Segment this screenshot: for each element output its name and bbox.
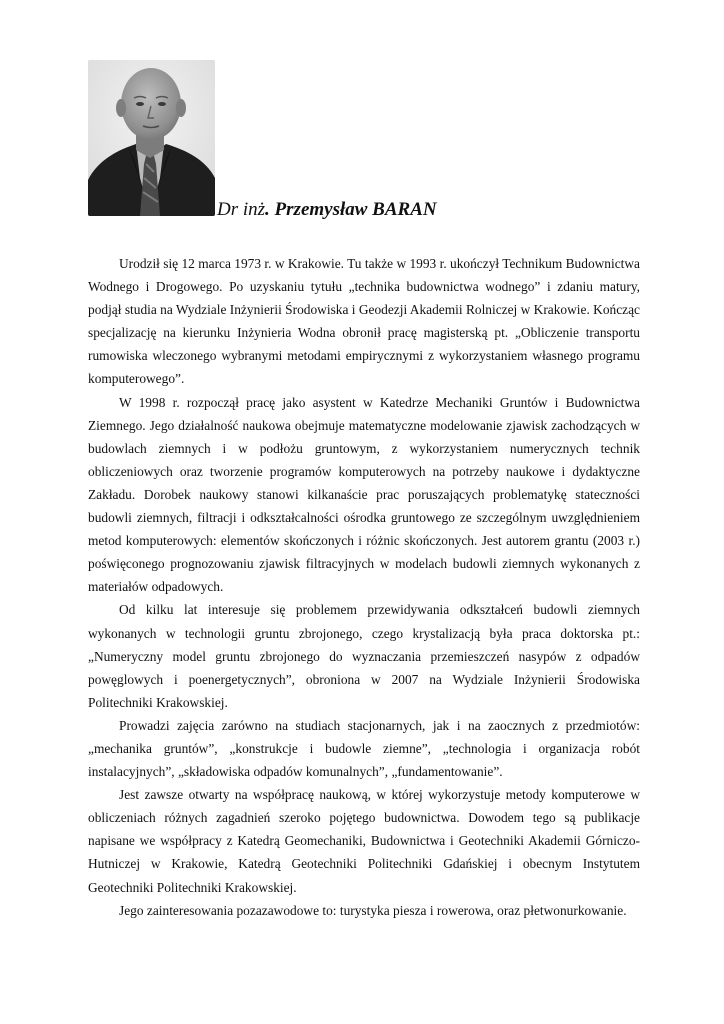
bio-paragraph: Urodził się 12 marca 1973 r. w Krakowie. Tu także w 1993 r. ukończył Technikum Budownictwa Wodnego i Drogowego. Po uzyskaniu tytułu „technika budownictwa wodnego” i zdaniu matury, podjął studia na Wydziale Inżynierii Środowiska i Geodezji Akademii Rolniczej w Krakowie. Kończąc specjalizację na kierunku Inżynieria Wodna obronił pracę magisterską pt. „Obliczenie transportu rumowiska wleczonego wybranymi metodami empirycznymi z wykorzystaniem własnego programu komputerowego”. [88, 256, 640, 387]
bio-paragraph: Jest zawsze otwarty na współpracę naukową, w której wykorzystuje metody komputerowe w obliczeniach różnych zagadnień szeroko pojętego budownictwa. Dowodem tego są publikacje napisane we współpracy z Katedrą Geomechaniki, Budownictwa i Geotechniki Akademii Górniczo-Hutniczej w Krakowie, Katedrą Geotechniki Politechniki Gdańskiej i obecnym Instytutem Geotechniki Politechniki Krakowskiej. [88, 787, 640, 895]
author-name [217, 199, 437, 221]
bio-paragraph: Od kilku lat interesuje się problemem przewidywania odkształceń budowli ziemnych wykonanych w technologii gruntu zbrojonego, czego krystalizacją była praca doktorska pt.: „Numeryczny model gruntu zbrojonego do wyznaczania przemieszczeń nasypów z odpadów powęglowych i poenergetycznych”, obroniona w 2007 na Wydziale Inżynierii Środowiska Politechniki Krakowskiej. [88, 602, 640, 710]
portrait-photo [88, 60, 215, 216]
header [88, 60, 648, 218]
bio-paragraph: W 1998 r. rozpoczął pracę jako asystent w Katedrze Mechaniki Gruntów i Budownictwa Ziemnego. Jego działalność naukowa obejmuje matematyczne modelowanie zjawisk zachodzących w budowlach ziemnych i w podłożu gruntowym, z wykorzystaniem numerycznych technik obliczeniowych oraz tworzenie programów komputerowych na potrzeby naukowe i dydaktyczne Zakładu. Dorobek naukowy stanowi kilkanaście prac poruszających problematykę stateczności budowli ziemnych, filtracji i odkształcalności ośrodka gruntowego ze szczególnym uwzględnieniem metod komputerowych: elementów skończonych i różnic skończonych. Jest autorem grantu (2003 r.) poświęconego prognozowaniu zjawisk filtracyjnych w modelach budowli ziemnych wykonanych z materiałów odpadowych. [88, 394, 640, 595]
bio-paragraph: Prowadzi zajęcia zarówno na studiach stacjonarnych, jak i na zaocznych z przedmiotów: „mechanika gruntów”, „konstrukcje i budowle ziemne”, „technologia i organizacja robót instalacyjnych”, „składowiska odpadów komunalnych”, „fundamentowanie”. [88, 717, 640, 780]
portrait-photo-icon [88, 60, 215, 216]
biography [88, 252, 640, 922]
author-fullname: . Przemysław BARAN [265, 199, 437, 220]
author-title: Dr inż [217, 199, 266, 220]
bio-paragraph: Jego zainteresowania pozazawodowe to: turystyka piesza i rowerowa, oraz płetwonurkowanie. [119, 902, 627, 918]
